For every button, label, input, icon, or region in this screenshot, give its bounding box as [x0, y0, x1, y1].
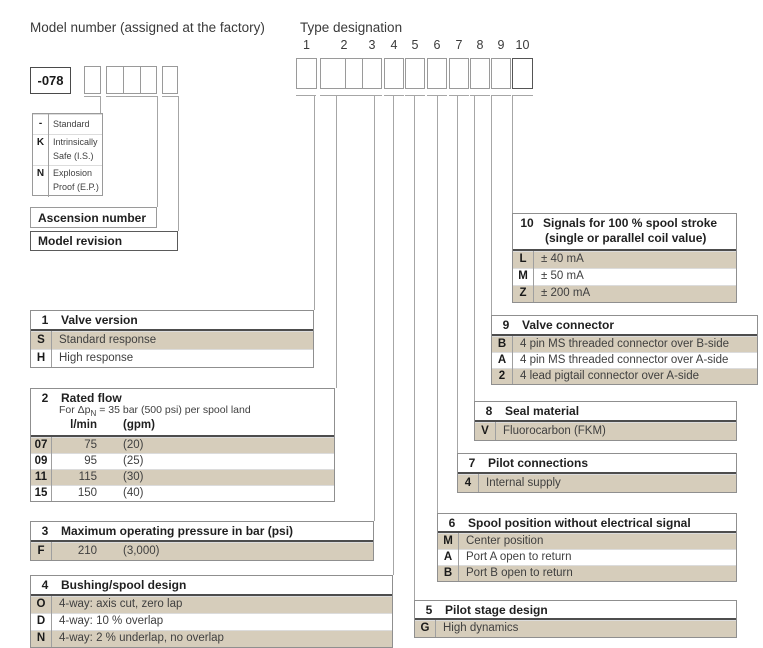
- table-row: [492, 368, 757, 384]
- row-description: 4 pin MS threaded connector over A-side: [520, 354, 729, 366]
- type-designation-box: [427, 58, 447, 89]
- connector-line: [414, 95, 415, 600]
- table-title: Spool position without electrical signal: [468, 516, 691, 530]
- connector-line: [474, 95, 475, 401]
- table-title-line2: (single or parallel coil value): [545, 231, 707, 245]
- table-header: [438, 514, 736, 533]
- table-row: [31, 331, 313, 349]
- row-description: High dynamics: [443, 622, 519, 634]
- table-number: 4: [41, 578, 49, 592]
- row-description: Explosion Proof (E.P.): [53, 168, 99, 192]
- position-number: 4: [390, 38, 398, 52]
- serial-box-revision: [162, 66, 178, 94]
- table-number: 10: [520, 216, 534, 230]
- table-number: 7: [468, 456, 476, 470]
- table-bushing-spool-design: [30, 575, 393, 648]
- table-row: [438, 549, 736, 565]
- table-row: [458, 474, 736, 492]
- column-header: (gpm): [123, 419, 155, 431]
- row-description: ± 50 mA: [541, 270, 584, 282]
- row-description: High response: [59, 352, 134, 364]
- row-value-gpm: (3,000): [123, 545, 160, 557]
- row-code: 09: [31, 453, 52, 469]
- type-designation-box: [362, 58, 382, 89]
- connector-line: [512, 95, 533, 96]
- row-description: Internal supply: [486, 477, 561, 489]
- table-row: [33, 114, 102, 134]
- table-row: [438, 533, 736, 549]
- row-code: Z: [513, 285, 534, 302]
- position-number: 6: [433, 38, 441, 52]
- row-value: 75: [84, 439, 97, 451]
- table-row: [438, 565, 736, 581]
- table-row: [513, 285, 736, 302]
- box-divider: [123, 67, 124, 93]
- connector-line: [491, 95, 492, 315]
- connector-line: [457, 95, 458, 453]
- table-header: [31, 522, 373, 542]
- table-row: [475, 422, 736, 440]
- connector-line: [393, 95, 394, 575]
- table-title: Valve connector: [522, 318, 615, 332]
- table-valve-connector: [491, 315, 758, 385]
- row-value-gpm: (25): [123, 455, 144, 467]
- table-header: [475, 402, 736, 422]
- row-description: Intrinsically Safe (I.S.): [53, 137, 98, 161]
- table-row: [31, 630, 392, 647]
- row-code: G: [415, 620, 436, 637]
- row-description: Center position: [466, 535, 544, 547]
- position-number: 1: [303, 38, 310, 52]
- type-designation-box: [384, 58, 404, 89]
- connector-line: [470, 95, 490, 96]
- position-number: 9: [497, 38, 505, 52]
- position-number: 2: [340, 38, 348, 52]
- table-row: [33, 165, 102, 197]
- table-header: [31, 311, 313, 331]
- row-value: 115: [78, 471, 97, 483]
- row-code: 4: [458, 474, 479, 492]
- row-code: V: [475, 422, 496, 440]
- table-pilot-connections: [457, 453, 737, 493]
- row-description: Port A open to return: [466, 551, 572, 563]
- row-description: 4 pin MS threaded connector over B-side: [520, 338, 730, 350]
- connector-line: [162, 96, 178, 97]
- table-row: [31, 596, 392, 613]
- row-value: 150: [77, 487, 97, 499]
- position-number: 10: [515, 38, 530, 52]
- table-row: [31, 485, 334, 501]
- row-description: ± 40 mA: [541, 253, 584, 265]
- row-value: 210: [77, 545, 97, 557]
- row-code: N: [33, 165, 49, 197]
- table-rated-flow: [30, 388, 335, 502]
- table-number: 1: [41, 313, 49, 327]
- table-number: 9: [502, 318, 510, 332]
- table-signals: [512, 213, 737, 303]
- table-title: Rated flow: [61, 391, 122, 405]
- table-row: [492, 336, 757, 352]
- box-divider: [140, 67, 141, 93]
- factory-code-box: -078: [30, 67, 71, 94]
- table-number: 2: [41, 391, 49, 405]
- table-spool-position: [437, 513, 737, 582]
- row-description: ± 200 mA: [541, 287, 591, 299]
- row-code: B: [492, 336, 513, 352]
- row-code: N: [31, 630, 52, 647]
- connector-line: [314, 95, 315, 310]
- table-title: Signals for 100 % spool stroke: [543, 216, 718, 230]
- table-pilot-stage-design: [414, 600, 737, 638]
- position-number: 5: [411, 38, 419, 52]
- type-designation-box: [512, 58, 533, 89]
- row-code: O: [31, 596, 52, 613]
- column-header: l/min: [70, 419, 97, 431]
- row-value-gpm: (20): [123, 439, 144, 451]
- table-row: [31, 349, 313, 367]
- table-header: [513, 214, 736, 251]
- table-header: [31, 576, 392, 596]
- type-designation-box: [449, 58, 469, 89]
- serial-box-safety: [84, 66, 101, 94]
- table-header: [492, 316, 757, 336]
- row-code: B: [438, 565, 459, 581]
- table-title: Bushing/spool design: [61, 578, 187, 592]
- row-value-gpm: (40): [123, 487, 144, 499]
- table-number: 8: [485, 404, 493, 418]
- position-number: 3: [368, 38, 376, 52]
- row-description: Standard: [53, 119, 90, 129]
- table-header: [458, 454, 736, 474]
- row-description: Port B open to return: [466, 567, 573, 579]
- type-designation-box: [320, 58, 368, 89]
- table-row: [513, 268, 736, 285]
- type-designation-title: Type designation: [300, 20, 403, 35]
- table-row: [513, 251, 736, 268]
- type-designation-box: [405, 58, 425, 89]
- subtitle-post: = 35 bar (500 psi) per spool land: [96, 404, 251, 416]
- connector-line: [405, 95, 425, 96]
- table-subtitle: [59, 404, 251, 418]
- table-row: [415, 620, 736, 637]
- row-description: 4-way: axis cut, zero lap: [59, 598, 183, 610]
- connector-line: [374, 95, 375, 521]
- position-number: 7: [455, 38, 463, 52]
- model-number-title: Model number (assigned at the factory): [30, 20, 265, 35]
- connector-line: [84, 96, 101, 97]
- row-code: 2: [492, 368, 513, 384]
- connector-line: [512, 95, 513, 213]
- connector-line: [491, 95, 511, 96]
- table-row: [31, 542, 373, 560]
- table-header: [415, 601, 736, 620]
- table-max-pressure: [30, 521, 374, 561]
- row-description: 4-way: 10 % overlap: [59, 615, 164, 627]
- connector-line: [384, 95, 404, 96]
- row-code: A: [438, 549, 459, 565]
- box-divider: [345, 59, 346, 88]
- connector-line: [449, 95, 469, 96]
- table-row: [31, 437, 334, 453]
- connector-line: [106, 96, 157, 97]
- subtitle-sub: N: [90, 409, 97, 419]
- table-row: [492, 352, 757, 368]
- serial-box-ascension: [106, 66, 157, 94]
- row-code: F: [31, 542, 52, 560]
- type-designation-box: [470, 58, 490, 89]
- connector-line: [437, 95, 438, 513]
- row-code: 15: [31, 485, 52, 501]
- table-number: 3: [41, 524, 49, 538]
- row-description: Fluorocarbon (FKM): [503, 425, 606, 437]
- table-seal-material: [474, 401, 737, 441]
- connector-line: [362, 95, 382, 96]
- safety-option-table: [32, 113, 103, 196]
- row-code: M: [513, 268, 534, 285]
- table-title: Seal material: [505, 404, 580, 418]
- table-row: [31, 453, 334, 469]
- connector-line: [296, 95, 316, 96]
- row-code: S: [31, 331, 52, 349]
- row-code: 07: [31, 437, 52, 453]
- subtitle-pre: For Δp: [59, 404, 91, 416]
- table-title: Maximum operating pressure in bar (psi): [61, 524, 294, 538]
- table-row: [33, 134, 102, 165]
- connector-line: [320, 95, 368, 96]
- connector-line: [157, 96, 158, 207]
- table-valve-version: [30, 310, 314, 368]
- row-code: L: [513, 251, 534, 268]
- row-code: H: [31, 349, 52, 367]
- table-row: [31, 469, 334, 485]
- table-title: Valve version: [61, 313, 138, 327]
- row-code: K: [33, 134, 49, 165]
- model-revision-label: Model revision: [30, 231, 178, 251]
- table-title: Pilot connections: [488, 456, 589, 470]
- row-code: A: [492, 352, 513, 368]
- connector-line: [336, 95, 337, 388]
- position-number: 8: [476, 38, 484, 52]
- connector-line: [178, 96, 179, 231]
- row-code: 11: [31, 469, 52, 485]
- table-title: Pilot stage design: [445, 603, 548, 617]
- row-value: 95: [84, 455, 97, 467]
- row-code: D: [31, 613, 52, 630]
- column-headers: [31, 417, 334, 433]
- row-code: -: [33, 114, 49, 134]
- ascension-number-label: Ascension number: [30, 207, 157, 228]
- row-value-gpm: (30): [123, 471, 144, 483]
- row-description: 4-way: 2 % underlap, no overlap: [59, 632, 224, 644]
- table-number: 5: [425, 603, 433, 617]
- table-number: 6: [448, 516, 456, 530]
- connector-line: [100, 96, 101, 113]
- row-code: M: [438, 533, 459, 549]
- type-designation-box: [491, 58, 511, 89]
- row-description: 4 lead pigtail connector over A-side: [520, 370, 699, 382]
- row-description: Standard response: [59, 334, 157, 346]
- table-row: [31, 613, 392, 630]
- table-header: [31, 389, 334, 437]
- type-designation-box: [296, 58, 317, 89]
